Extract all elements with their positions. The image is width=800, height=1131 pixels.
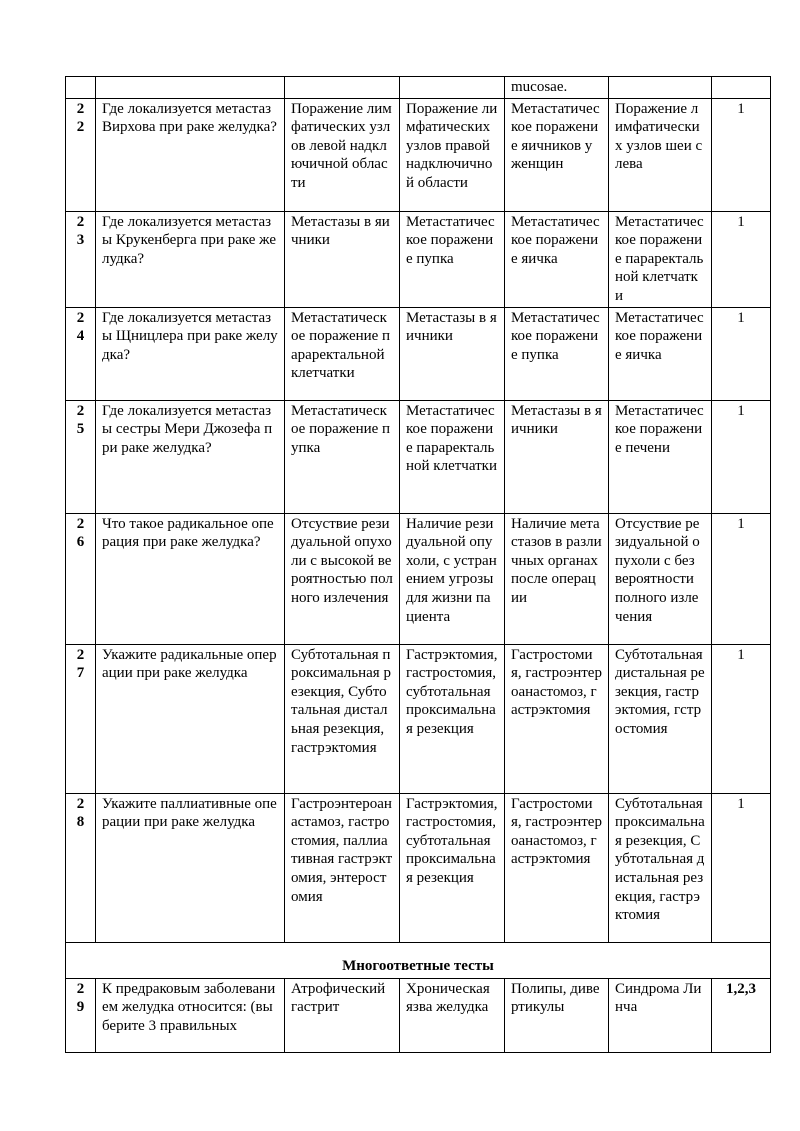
option-b: Поражение лимфатических узлов правой надключичной области	[400, 98, 505, 211]
table-row	[66, 211, 771, 307]
table-row	[66, 400, 771, 513]
cell-option-d	[609, 77, 712, 99]
cell-score	[712, 77, 771, 99]
question-number: 2 5	[66, 400, 96, 513]
question-number: 2 7	[66, 644, 96, 793]
question-text: Где локализуется метастаз Вирхова при раке желудка?	[96, 98, 285, 211]
option-a: Метастатическое поражение пупка	[285, 400, 400, 513]
question-text: К предраковым заболеванием желудка относится: (выберите 3 правильных	[96, 978, 285, 1052]
cell-option-c: mucosae.	[505, 77, 609, 99]
question-number: 2 2	[66, 98, 96, 211]
question-text: Что такое радикальное операция при раке желудка?	[96, 513, 285, 644]
option-a: Поражение лимфатических узлов левой надключичной области	[285, 98, 400, 211]
correct-answer: 1	[712, 513, 771, 644]
table-row	[66, 307, 771, 400]
option-d: Поражение лимфатических узлов шеи слева	[609, 98, 712, 211]
option-b: Метастатическое поражение пупка	[400, 211, 505, 307]
option-b: Гастрэктомия, гастростомия, субтотальная проксимальная резекция	[400, 793, 505, 942]
question-text: Где локализуется метастазы Крукенберга при раке желудка?	[96, 211, 285, 307]
table-row	[66, 793, 771, 942]
test-table-page	[65, 76, 770, 1053]
question-number: 2 4	[66, 307, 96, 400]
option-c: Метастатическое поражение яичников у женщин	[505, 98, 609, 211]
test-table	[65, 76, 771, 1053]
cell-num	[66, 77, 96, 99]
question-text: Укажите паллиативные операции при раке желудка	[96, 793, 285, 942]
option-c: Гастростомия, гастроэнтероанастомоз, гастрэктомия	[505, 793, 609, 942]
table-row-continued	[66, 77, 771, 99]
option-a: Метастатическое поражение параректальной клетчатки	[285, 307, 400, 400]
option-b: Метастазы в яичники	[400, 307, 505, 400]
question-text: Укажите радикальные операции при раке желудка	[96, 644, 285, 793]
question-text: Где локализуется метастазы сестры Мери Джозефа при раке желудка?	[96, 400, 285, 513]
section-header-row	[66, 942, 771, 978]
option-b: Наличие резидуальной опухоли, с устранением угрозы для жизни пациента	[400, 513, 505, 644]
cell-option-b	[400, 77, 505, 99]
option-a: Отсуствие резидуальной опухоли с высокой вероятностью полного излечения	[285, 513, 400, 644]
cell-question	[96, 77, 285, 99]
correct-answer: 1	[712, 307, 771, 400]
option-d: Отсуствие резидуальной опухоли с без вероятности полного излечения	[609, 513, 712, 644]
table-row	[66, 978, 771, 1052]
option-c: Гастростомия, гастроэнтероанастомоз, гастрэктомия	[505, 644, 609, 793]
option-d: Субтотальная дистальная резекция, гастрэктомия, гстростомия	[609, 644, 712, 793]
correct-answer: 1	[712, 211, 771, 307]
correct-answer: 1	[712, 98, 771, 211]
option-c: Наличие метастазов в различных органах после операции	[505, 513, 609, 644]
question-text: Где локализуется метастазы Щницлера при раке желудка?	[96, 307, 285, 400]
option-c: Полипы, дивертикулы	[505, 978, 609, 1052]
option-d: Субтотальная проксимальная резекция, Субтотальная дистальная резекция, гастрэктомия	[609, 793, 712, 942]
option-d: Метастатическое поражение печени	[609, 400, 712, 513]
option-d: Метастатическое поражение яичка	[609, 307, 712, 400]
option-a: Гастроэнтероанастамоз, гастростомия, паллиативная гастрэктомия, энтеростомия	[285, 793, 400, 942]
option-d: Метастатическое поражение параректальной клетчатки	[609, 211, 712, 307]
section-title: Многоответные тесты	[66, 942, 771, 978]
table-row	[66, 98, 771, 211]
correct-answer: 1	[712, 793, 771, 942]
option-b: Хроническая язва желудка	[400, 978, 505, 1052]
correct-answer: 1	[712, 644, 771, 793]
option-b: Метастатическое поражение параректальной клетчатки	[400, 400, 505, 513]
question-number: 2 6	[66, 513, 96, 644]
option-a: Субтотальная проксимальная резекция, Субтотальная дистальная резекция, гастрэктомия	[285, 644, 400, 793]
correct-answer: 1,2,3	[712, 978, 771, 1052]
question-number: 2 9	[66, 978, 96, 1052]
question-number: 2 8	[66, 793, 96, 942]
option-c: Метастатическое поражение пупка	[505, 307, 609, 400]
cell-option-a	[285, 77, 400, 99]
option-d: Синдрома Линча	[609, 978, 712, 1052]
question-number: 2 3	[66, 211, 96, 307]
option-a: Метастазы в яичники	[285, 211, 400, 307]
option-c: Метастатическое поражение яичка	[505, 211, 609, 307]
option-a: Атрофический гастрит	[285, 978, 400, 1052]
option-c: Метастазы в яичники	[505, 400, 609, 513]
table-row	[66, 644, 771, 793]
correct-answer: 1	[712, 400, 771, 513]
option-b: Гастрэктомия, гастростомия, субтотальная проксимальная резекция	[400, 644, 505, 793]
table-row	[66, 513, 771, 644]
